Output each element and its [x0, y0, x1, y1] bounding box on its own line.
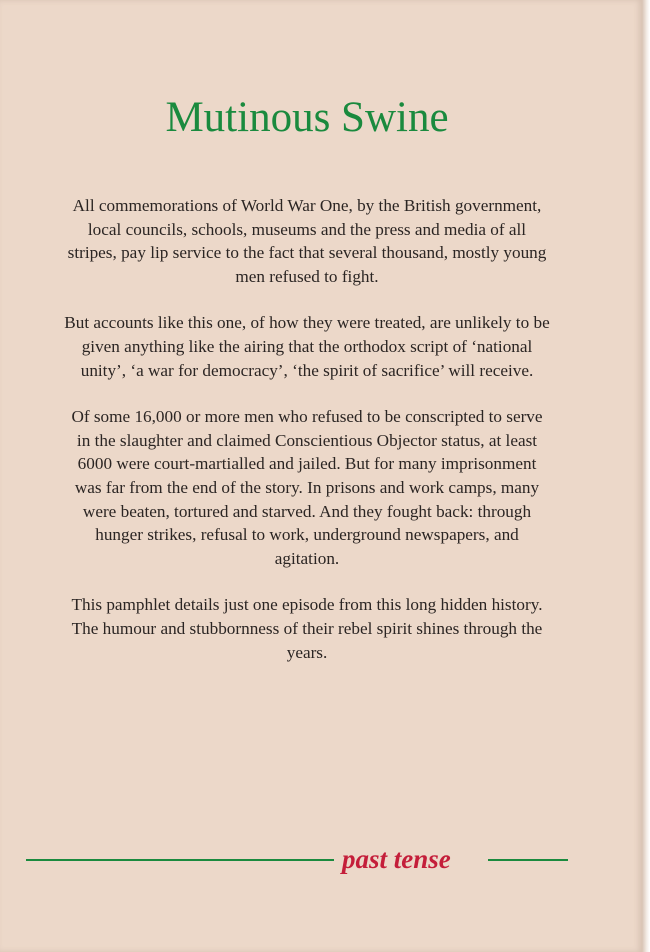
footer-rule-right: [488, 859, 568, 861]
paragraph-2: But accounts like this one, of how they were treated, are unlikely to be given anything like the airing that the orthodox script of ‘national unity’, ‘a war for democracy’, ‘the spirit of sacrifice’ will receive.: [64, 313, 550, 380]
footer-rule-left: [26, 859, 334, 861]
page-edge: [642, 0, 650, 952]
publisher-name: past tense: [342, 844, 451, 874]
paragraph-4: This pamphlet details just one episode from this long hidden history. The humour and stubbornness of their rebel spirit shines through the years.: [71, 595, 543, 662]
paragraph-1: All commemorations of World War One, by the British government, local councils, schools, museums and the press and media of all stripes, pay lip service to the fact that several thousand, mostly young men refused to fight.: [67, 196, 547, 286]
blurb-text: [64, 194, 550, 687]
page-title: Mutinous Swine: [165, 94, 449, 141]
publisher-footer: [26, 840, 568, 880]
paragraph-3: Of some 16,000 or more men who refused to be conscripted to serve in the slaughter and claimed Conscientious Objector status, at least 6000 were court-martialled and jailed. But for many imprisonment was far from the end of the story. In prisons and work camps, many were beaten, tortured and starved. And they fought back: through hunger strikes, refusal to work, underground newspapers, and agitation.: [71, 407, 543, 568]
